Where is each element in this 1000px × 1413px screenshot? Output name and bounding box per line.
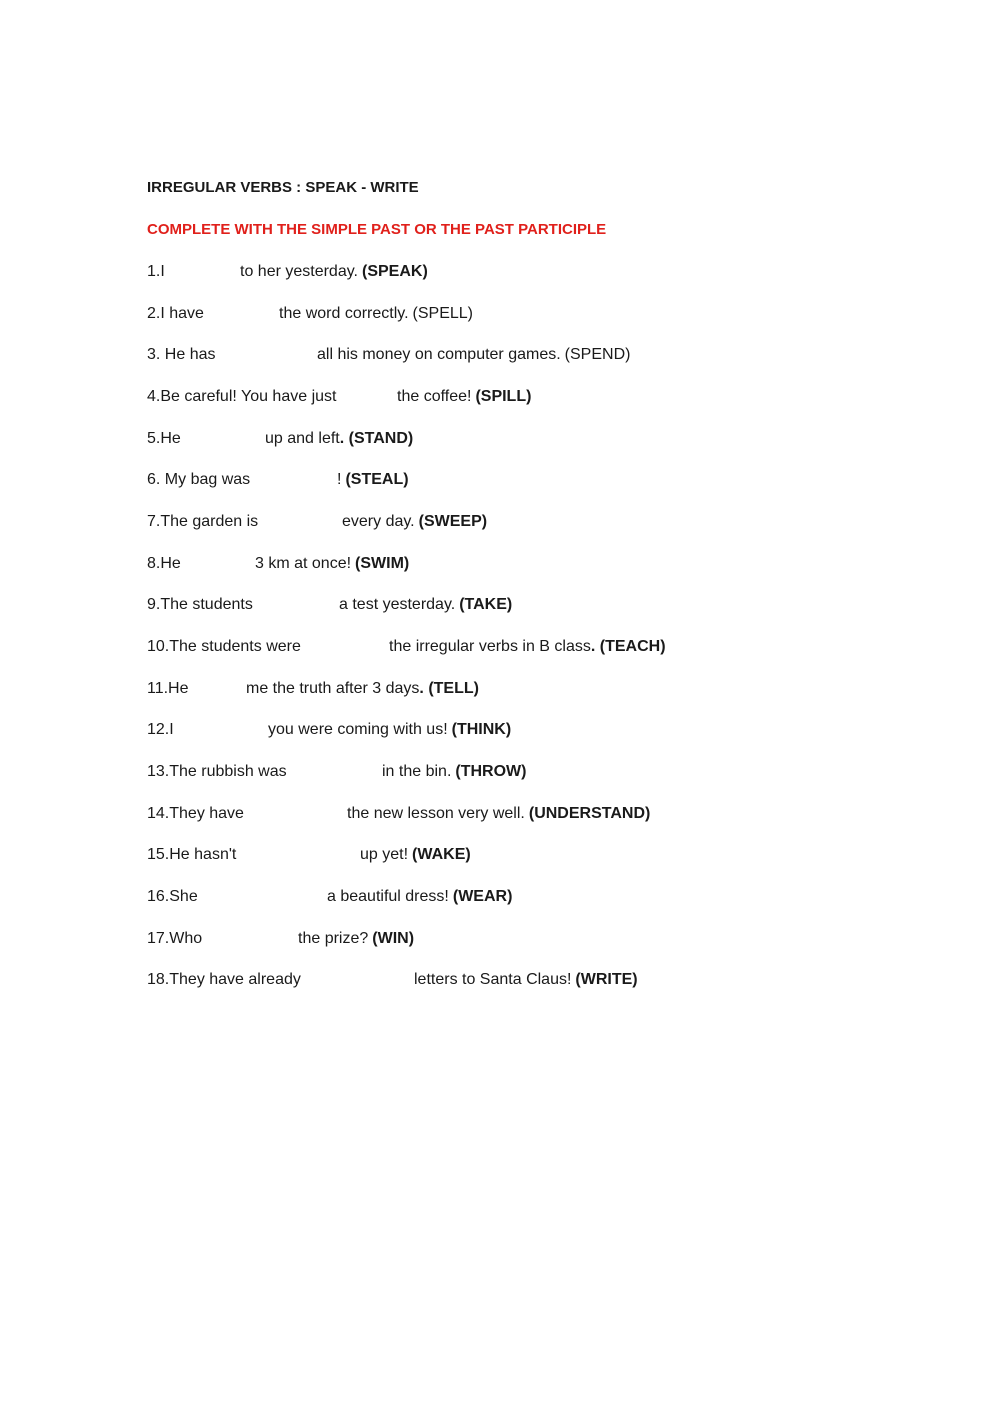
base-verb-hint: (SPILL) xyxy=(475,388,532,405)
base-verb-hint: . (TEACH) xyxy=(590,638,666,655)
exercise-prompt-start: 11.He xyxy=(147,680,189,697)
exercise-sentence-end: to her yesterday. xyxy=(240,263,358,280)
base-verb-hint: (WIN) xyxy=(372,930,415,947)
exercise-prompt-start: 3. He has xyxy=(147,346,216,363)
base-verb-hint: (SWEEP) xyxy=(418,513,488,530)
exercise-prompt-start: 18.They have already xyxy=(147,971,301,988)
exercise-sentence-end: the word correctly. xyxy=(279,305,409,322)
exercise-sentence-end: a beautiful dress! xyxy=(327,888,449,905)
base-verb-hint: (UNDERSTAND) xyxy=(528,805,651,822)
exercise-sentence-end: up yet! xyxy=(360,846,409,863)
exercise-prompt-start: 13.The rubbish was xyxy=(147,763,287,780)
exercise-sentence-end: the coffee! xyxy=(397,388,472,405)
exercise-prompt-end xyxy=(389,635,666,659)
base-verb-hint: (SPEND) xyxy=(564,346,631,363)
base-verb-hint: (WAKE) xyxy=(412,846,471,863)
exercise-sentence-end: me the truth after 3 days xyxy=(246,680,420,697)
exercise-sentence-end: in the bin. xyxy=(382,763,452,780)
exercise-prompt-start: 8.He xyxy=(147,555,181,572)
exercise-prompt-end xyxy=(279,302,473,326)
exercise-prompt-start: 6. My bag was xyxy=(147,471,251,488)
exercise-prompt-end xyxy=(414,968,638,992)
exercise-prompt-end xyxy=(246,677,479,701)
instruction-text: COMPLETE WITH THE SIMPLE PAST OR THE PAST PARTICIPLE xyxy=(147,221,607,238)
base-verb-hint: (SWIM) xyxy=(355,555,410,572)
exercise-prompt-start: 17.Who xyxy=(147,930,203,947)
exercise-prompt-start: 14.They have xyxy=(147,805,244,822)
exercise-prompt-start: 10.The students were xyxy=(147,638,301,655)
exercise-prompt-end xyxy=(255,552,409,576)
exercise-sentence-end: letters to Santa Claus! xyxy=(414,971,572,988)
exercise-prompt-start: 15.He hasn't xyxy=(147,846,237,863)
exercise-prompt-end xyxy=(339,593,512,617)
base-verb-hint: . (TELL) xyxy=(419,680,479,697)
exercise-prompt-end xyxy=(298,927,414,951)
exercise-prompt-end xyxy=(337,468,409,492)
exercise-sentence-end: 3 km at once! xyxy=(255,555,352,572)
exercise-prompt-start: 16.She xyxy=(147,888,198,905)
base-verb-hint: (WEAR) xyxy=(452,888,513,905)
worksheet-title: IRREGULAR VERBS : SPEAK - WRITE xyxy=(147,179,419,196)
base-verb-hint: (THROW) xyxy=(455,763,527,780)
exercise-sentence-end: the irregular verbs in B class xyxy=(389,638,591,655)
exercise-sentence-end: the new lesson very well. xyxy=(347,805,525,822)
exercise-sentence-end: the prize? xyxy=(298,930,369,947)
exercise-prompt-start: 5.He xyxy=(147,430,181,447)
exercise-sentence-end: all his money on computer games. xyxy=(317,346,561,363)
base-verb-hint: (THINK) xyxy=(451,721,512,738)
exercise-prompt-start: 9.The students xyxy=(147,596,253,613)
exercise-sentence-end: a test yesterday. xyxy=(339,596,456,613)
exercise-prompt-start: 12.I xyxy=(147,721,174,738)
exercise-prompt-end xyxy=(265,427,413,451)
exercise-prompt-start: 1.I xyxy=(147,263,165,280)
base-verb-hint: . (STAND) xyxy=(339,430,414,447)
exercise-prompt-end xyxy=(342,510,487,534)
exercise-prompt-end xyxy=(327,885,512,909)
base-verb-hint: (SPEAK) xyxy=(361,263,428,280)
exercise-prompt-start: 7.The garden is xyxy=(147,513,259,530)
base-verb-hint: (STEAL) xyxy=(345,471,409,488)
exercise-prompt-end xyxy=(382,760,526,784)
exercise-prompt-end xyxy=(360,843,471,867)
base-verb-hint: (TAKE) xyxy=(459,596,513,613)
exercise-sentence-end: ! xyxy=(337,471,342,488)
exercise-sentence-end: up and left xyxy=(265,430,340,447)
exercise-sentence-end: every day. xyxy=(342,513,415,530)
exercise-prompt-end xyxy=(347,802,650,826)
exercise-prompt-end xyxy=(268,718,511,742)
exercise-prompt-end xyxy=(317,343,630,367)
base-verb-hint: (SPELL) xyxy=(412,305,473,322)
exercise-sentence-end: you were coming with us! xyxy=(268,721,448,738)
exercise-prompt-start: 4.Be careful! You have just xyxy=(147,388,337,405)
exercise-prompt-start: 2.I have xyxy=(147,305,204,322)
exercise-prompt-end xyxy=(240,260,428,284)
exercise-prompt-end xyxy=(397,385,531,409)
base-verb-hint: (WRITE) xyxy=(575,971,638,988)
